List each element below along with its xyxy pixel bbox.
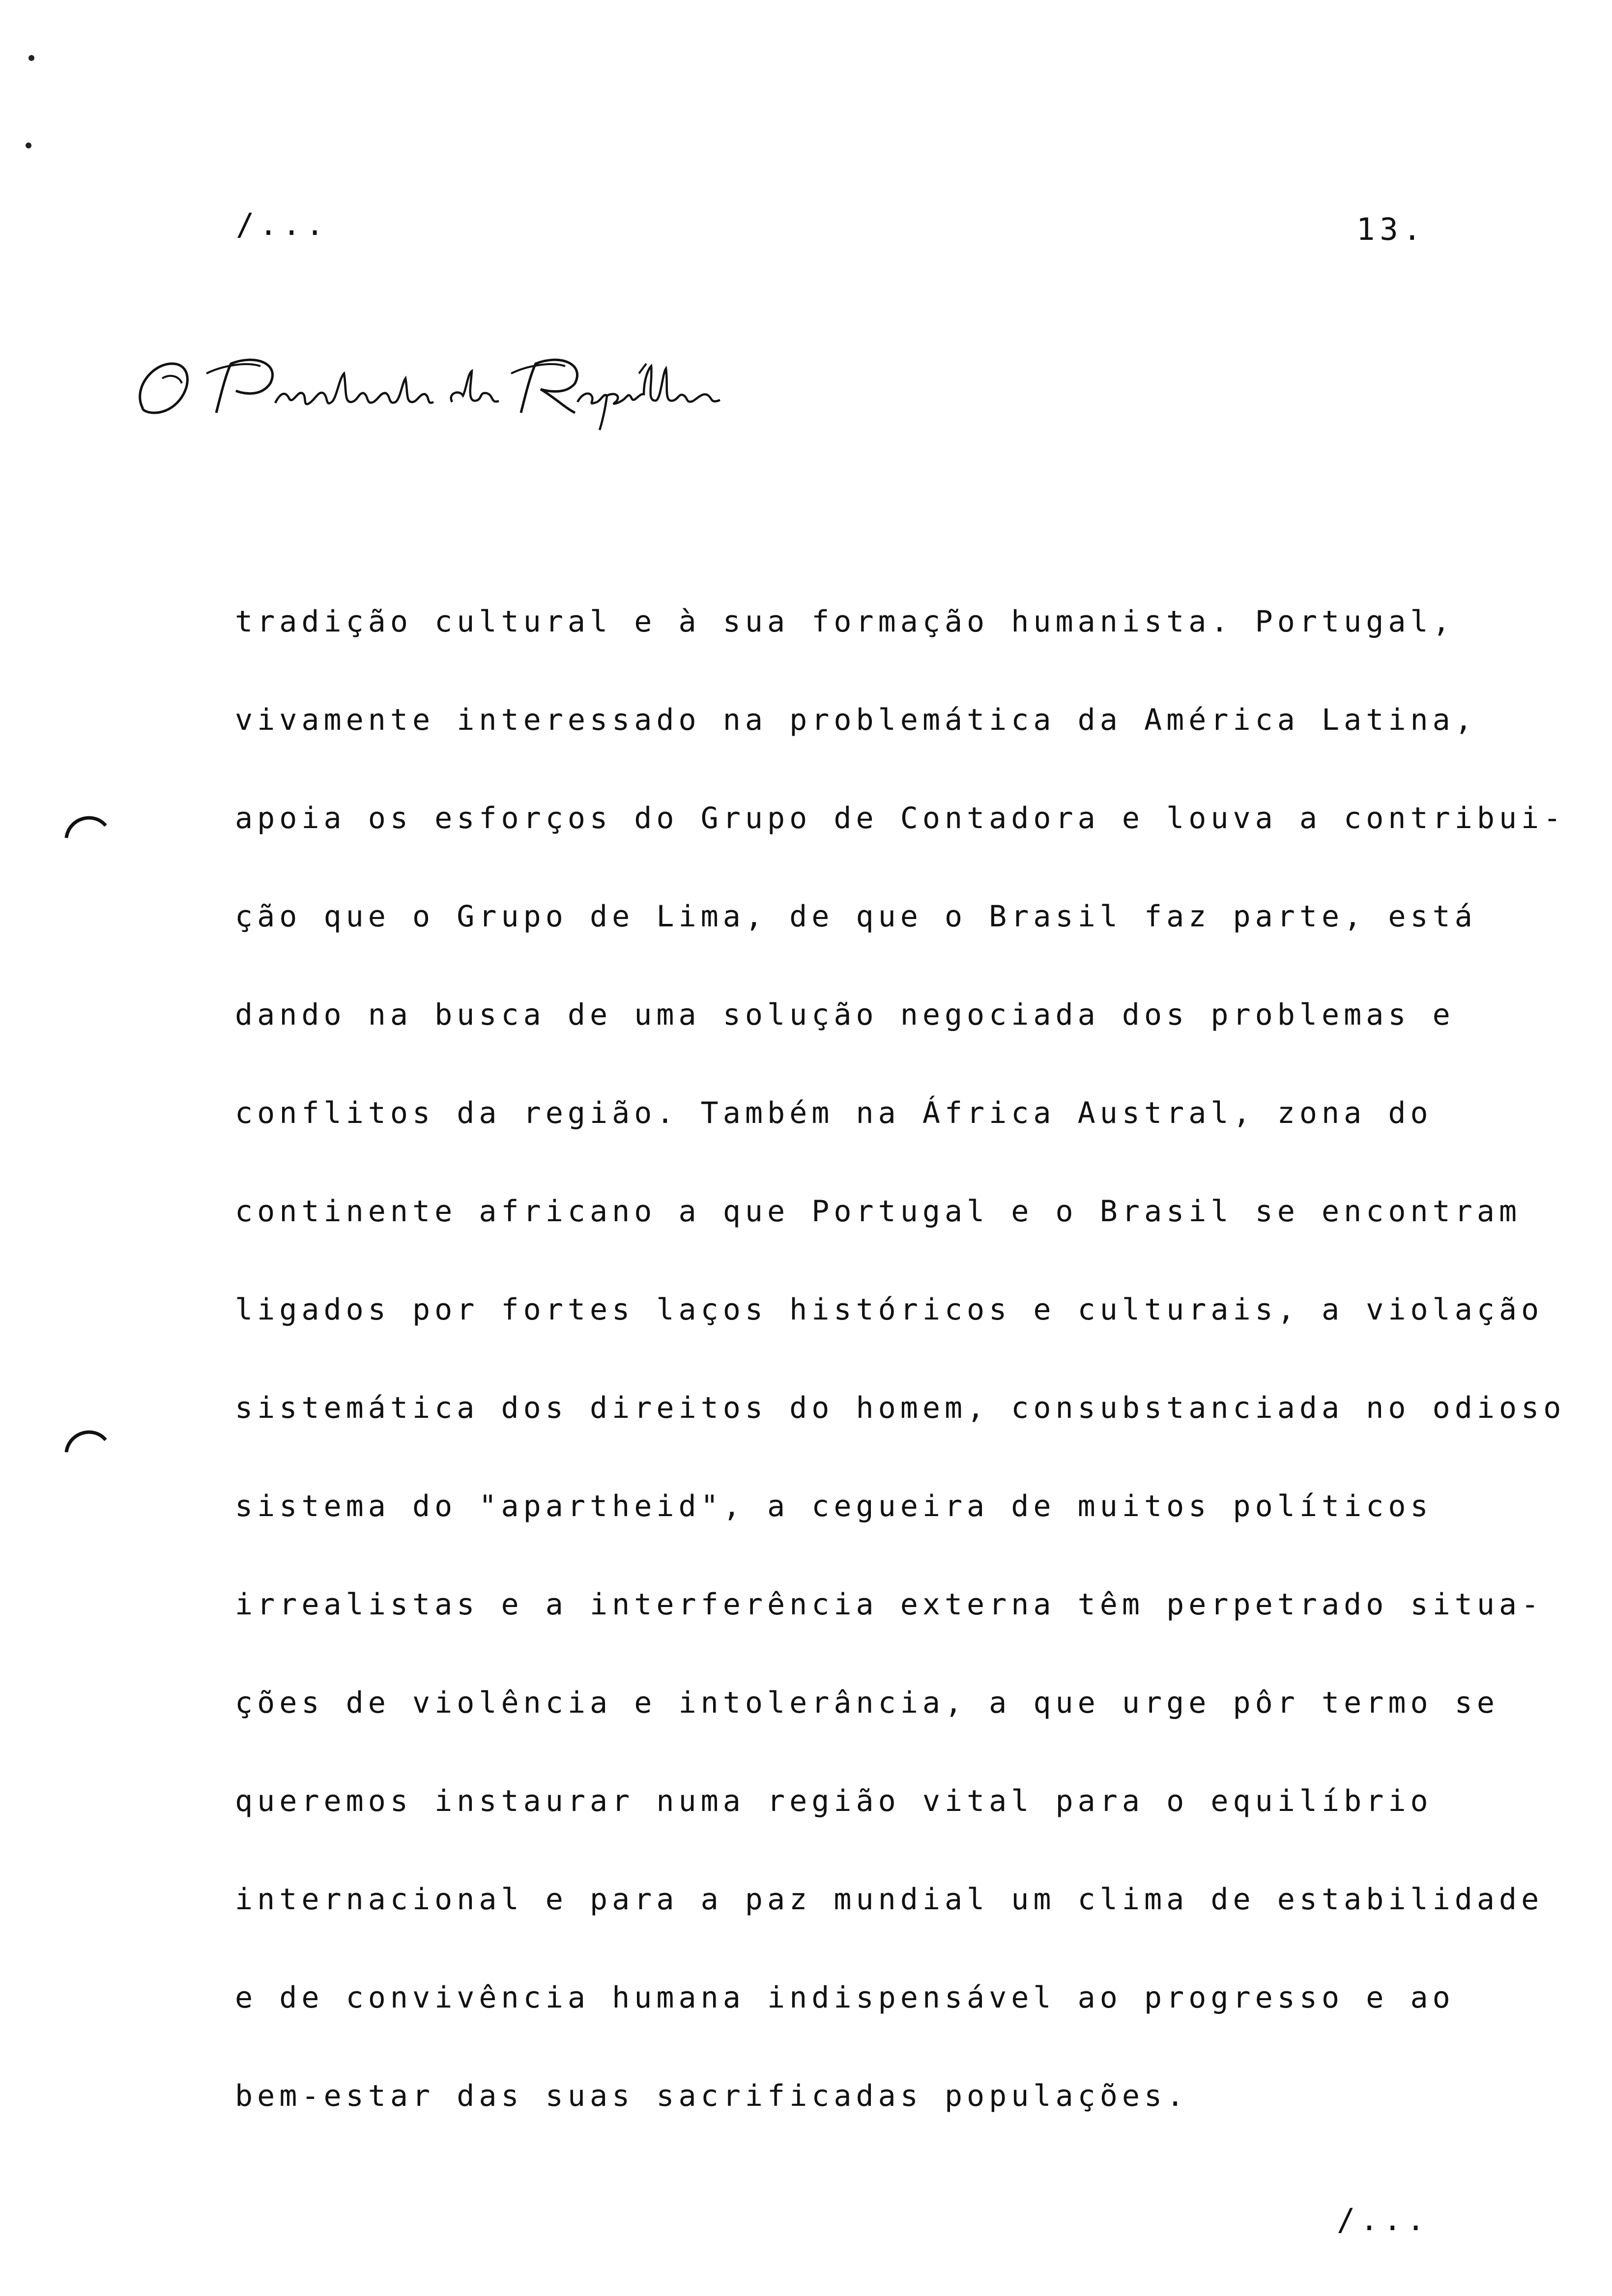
text-line: sistema do "apartheid", a cegueira de muitos políticos (235, 1489, 1433, 1523)
text-line: tradição cultural e à sua formação humanista. Portugal, (235, 604, 1455, 639)
text-line: bem-estar das suas sacrificadas populações. (235, 2079, 1189, 2113)
text-line: ção que o Grupo de Lima, de que o Brasil faz parte, está (235, 899, 1477, 934)
text-line: sistemática dos direitos do homem, consubstanciada no odioso (235, 1391, 1566, 1425)
text-line: apoia os esforços do Grupo de Contadora e louva a contribui- (235, 801, 1566, 835)
text-line: internacional e para a paz mundial um clima de estabilidade (235, 1882, 1544, 1917)
text-line: dando na busca de uma solução negociada dos problemas e (235, 998, 1455, 1032)
text-line: e de convivência humana indispensável ao progresso e ao (235, 1980, 1455, 2015)
continuation-marker-bottom: /... (1337, 2202, 1430, 2238)
text-line: vivamente interessado na problemática da América Latina, (235, 703, 1477, 737)
text-line: conflitos da região. Também na África Austral, zona do (235, 1096, 1433, 1130)
text-line: irrealistas e a interferência externa têm perpetrado situa- (235, 1587, 1544, 1622)
letterhead-script-logo (133, 344, 722, 432)
continuation-marker-top: /... (236, 206, 329, 242)
scan-speck (29, 55, 34, 61)
text-line: ções de violência e intolerância, a que urge pôr termo se (235, 1686, 1499, 1720)
text-line: continente africano a que Portugal e o Brasil se encontram (235, 1194, 1522, 1229)
text-line: queremos instaurar numa região vital para o equilíbrio (235, 1784, 1433, 1818)
page-number: 13. (1356, 211, 1426, 247)
scan-speck (26, 143, 31, 148)
binder-hole-mark (64, 811, 108, 840)
binder-hole-mark (64, 1425, 108, 1455)
text-line: ligados por fortes laços históricos e culturais, a violação (235, 1292, 1544, 1327)
body-text (235, 604, 1566, 2177)
